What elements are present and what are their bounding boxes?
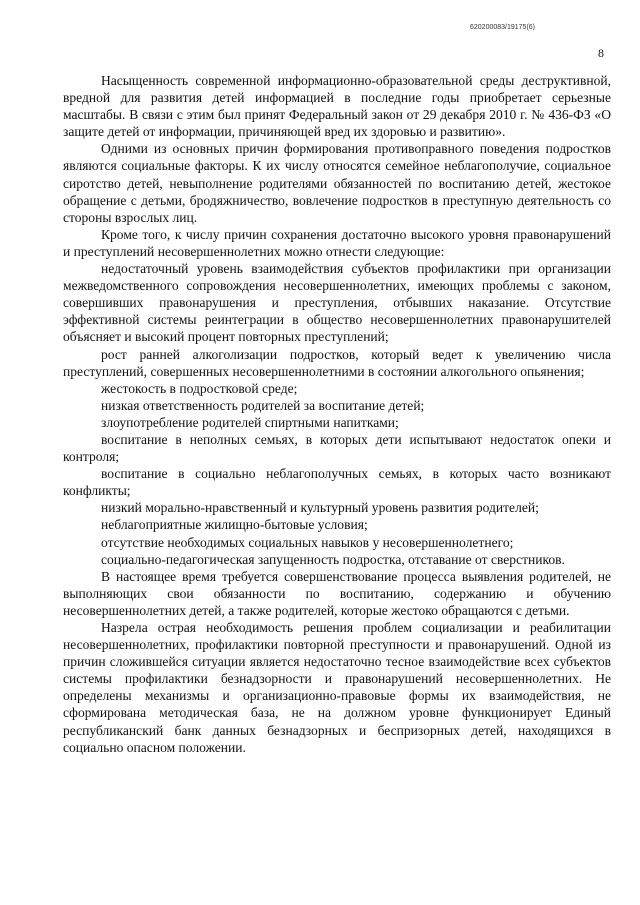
page-number: 8 bbox=[598, 46, 604, 60]
list-item: злоупотребление родителей спиртными напитками; bbox=[101, 414, 399, 430]
paragraph-intro: Насыщенность современной информационно-образовательной среды деструктивной, вредной для развития детей информацией в последние годы приобретает серьезные масштабы. В связи с этим был принят Федеральный закон от 29 декабря 2010 г. № 436-ФЗ «О защите детей от информации, причиняющей вред их здоровью и развитию». bbox=[63, 73, 611, 140]
paragraph-causes-lead: Кроме того, к числу причин сохранения достаточно высокого уровня правонарушений и преступлений несовершеннолетних можно отнести следующие: bbox=[63, 226, 611, 259]
list-item: отсутствие необходимых социальных навыков у несовершеннолетнего; bbox=[101, 534, 514, 550]
paragraph-necessity: Назрела острая необходимость решения проблем социализации и реабилитации несовершеннолетних, профилактики повторной преступности и правонарушений. Одной из причин сложившейся ситуации является недостаточно тесное взаимодействие всех субъектов системы профилактики безнадзорности и правонарушений несовершеннолетних. Не определены механизмы и организационно-правовые формы их взаимодействия, не сформирована методическая база, не на должном уровне функционирует Единый республиканский банк данных безнадзорных и беспризорных детей, находящихся в социально опасном положении. bbox=[63, 620, 611, 755]
list-item: воспитание в социально неблагополучных семьях, в которых часто возникают конфликты; bbox=[63, 466, 611, 499]
list-item: низкая ответственность родителей за воспитание детей; bbox=[101, 397, 425, 413]
list-item: недостаточный уровень взаимодействия субъектов профилактики при организации межведомственного сопровождения несовершеннолетних, имеющих проблемы с законом, совершивших правонарушения и преступления, отбывших наказание. Отсутствие эффективной системы реинтеграции в общество несовершеннолетних правонарушителей объясняет и высокий процент повторных преступлений; bbox=[63, 261, 611, 345]
list-item: социально-педагогическая запущенность подростка, отставание от сверстников. bbox=[101, 551, 565, 567]
paragraph-improvement: В настоящее время требуется совершенствование процесса выявления родителей, не выполняющих свои обязанности по воспитанию, содержанию и обучению несовершеннолетних детей, а также родителей, которые жестоко обращаются с детьми. bbox=[63, 568, 611, 618]
list-item: неблагоприятные жилищно-бытовые условия; bbox=[101, 517, 368, 533]
list-item: воспитание в неполных семьях, в которых дети испытывают недостаток опеки и контроля; bbox=[63, 431, 611, 465]
list-item: рост ранней алкоголизации подростков, который ведет к увеличению числа преступлений, совершенных несовершеннолетними в состоянии алкогольного опьянения; bbox=[63, 346, 611, 379]
list-item: низкий морально-нравственный и культурный уровень развития родителей; bbox=[101, 500, 539, 516]
list-item: жестокость в подростковой среде; bbox=[101, 380, 298, 396]
document-id: 620200083/19175(6) bbox=[470, 24, 536, 31]
paragraph-social-factors: Одними из основных причин формирования противоправного поведения подростков являются социальные факторы. К их числу относятся семейное неблагополучие, социальное сиротство детей, невыполнение родителями обязанностей по воспитанию детей, жестокое обращение с детьми, бродяжничество, вовлечение подростков в преступную деятельность со стороны взрослых лиц. bbox=[63, 141, 611, 225]
document-body bbox=[63, 72, 611, 756]
